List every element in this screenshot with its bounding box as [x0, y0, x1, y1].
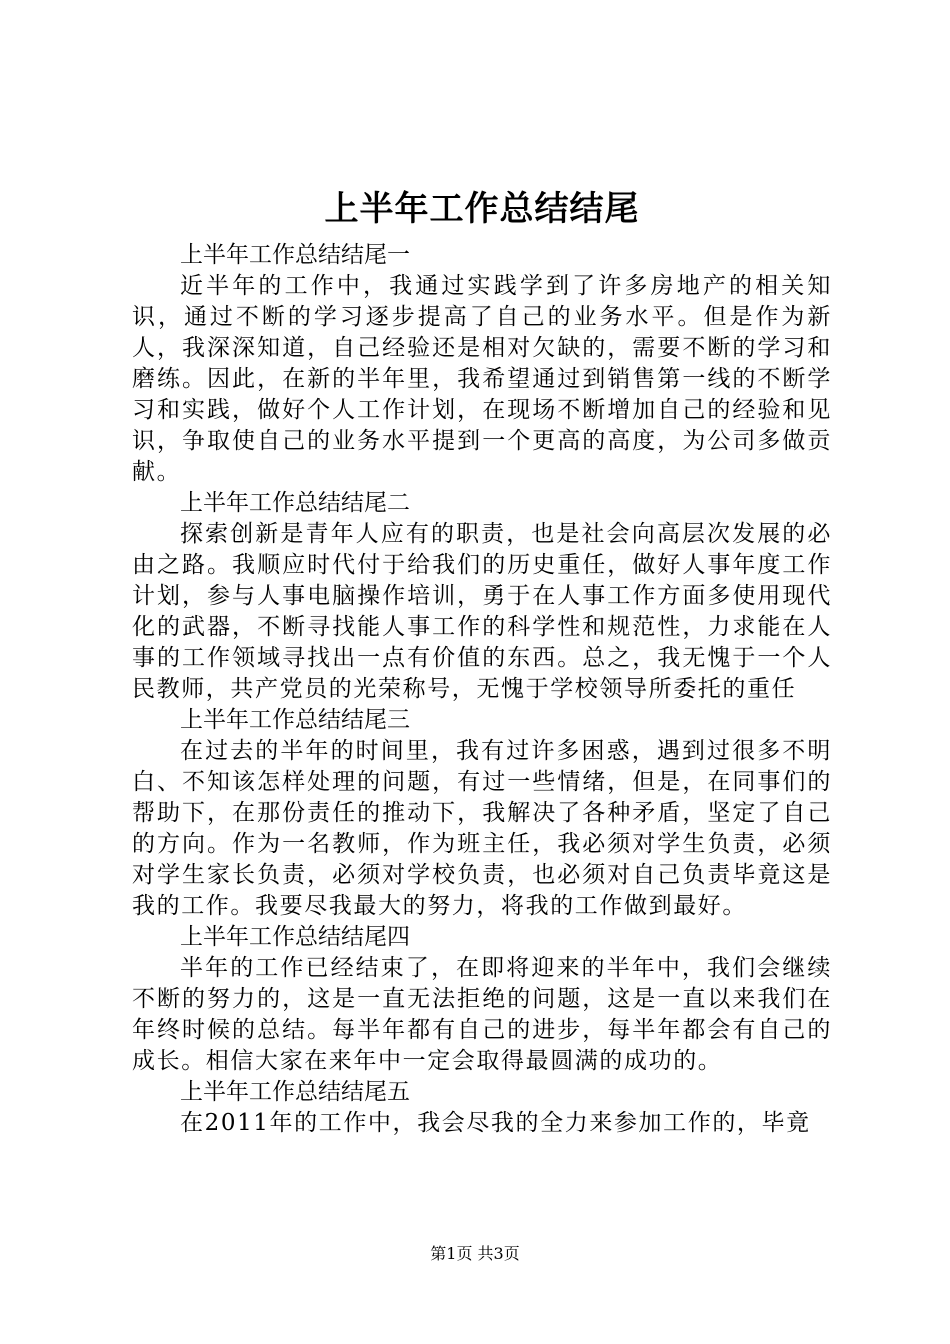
section-heading: 上半年工作总结结尾二 [180, 490, 410, 516]
section-body: 近半年的工作中，我通过实践学到了许多房地产的相关知识，通过不断的学习逐步提高了自己的业务水平。但是作为新人，我深深知道，自己经验还是相对欠缺的，需要不断的学习和磨练。因此，在新的半年里，我希望通过到销售第一线的不断学习和实践，做好个人工作计划，在现场不断增加自己的经验和见识，争取使自己的业务水平提到一个更高的高度，为公司多做贡献。 [132, 273, 832, 485]
page-footer: 第1页 共3页 [430, 1244, 520, 1263]
section-body: 半年的工作已经结束了，在即将迎来的半年中，我们会继续不断的努力的，这是一直无法拒绝的问题，这是一直以来我们在年终时候的总结。每半年都有自己的进步，每半年都会有自己的成长。相信大家在来年中一定会取得最圆满的成功的。 [132, 955, 832, 1074]
section-5 [132, 1077, 832, 1139]
section-body: 探索创新是青年人应有的职责，也是社会向高层次发展的必由之路。我顺应时代付于给我们的历史重任，做好人事年度工作计划，参与人事电脑操作培训，勇于在人事工作方面多使用现代化的武器，不断寻找能人事工作的科学性和规范性，力求能在人事的工作领域寻找出一点有价值的东西。总之，我无愧于一个人民教师，共产党员的光荣称号，无愧于学校领导所委托的重任 [132, 521, 832, 702]
section-heading: 上半年工作总结结尾三 [180, 707, 410, 733]
document-title: 上半年工作总结结尾 [324, 189, 640, 229]
section-1 [132, 240, 832, 488]
section-heading: 上半年工作总结结尾四 [180, 924, 410, 950]
section-2 [132, 488, 832, 705]
section-heading: 上半年工作总结结尾五 [180, 1079, 410, 1105]
section-body: 在过去的半年的时间里，我有过许多困惑，遇到过很多不明白、不知该怎样处理的问题，有过一些情绪，但是，在同事们的帮助下，在那份责任的推动下，我解决了各种矛盾，坚定了自己的方向。作为一名教师，作为班主任，我必须对学生负责，必须对学生家长负责，必须对学校负责，也必须对自己负责毕竟这是我的工作。我要尽我最大的努力，将我的工作做到最好。 [132, 738, 832, 919]
section-heading: 上半年工作总结结尾一 [180, 242, 410, 268]
section-4 [132, 922, 832, 1077]
section-3 [132, 705, 832, 922]
section-body: 在2011年的工作中，我会尽我的全力来参加工作的，毕竟 [180, 1110, 811, 1136]
document-page [132, 184, 832, 1139]
